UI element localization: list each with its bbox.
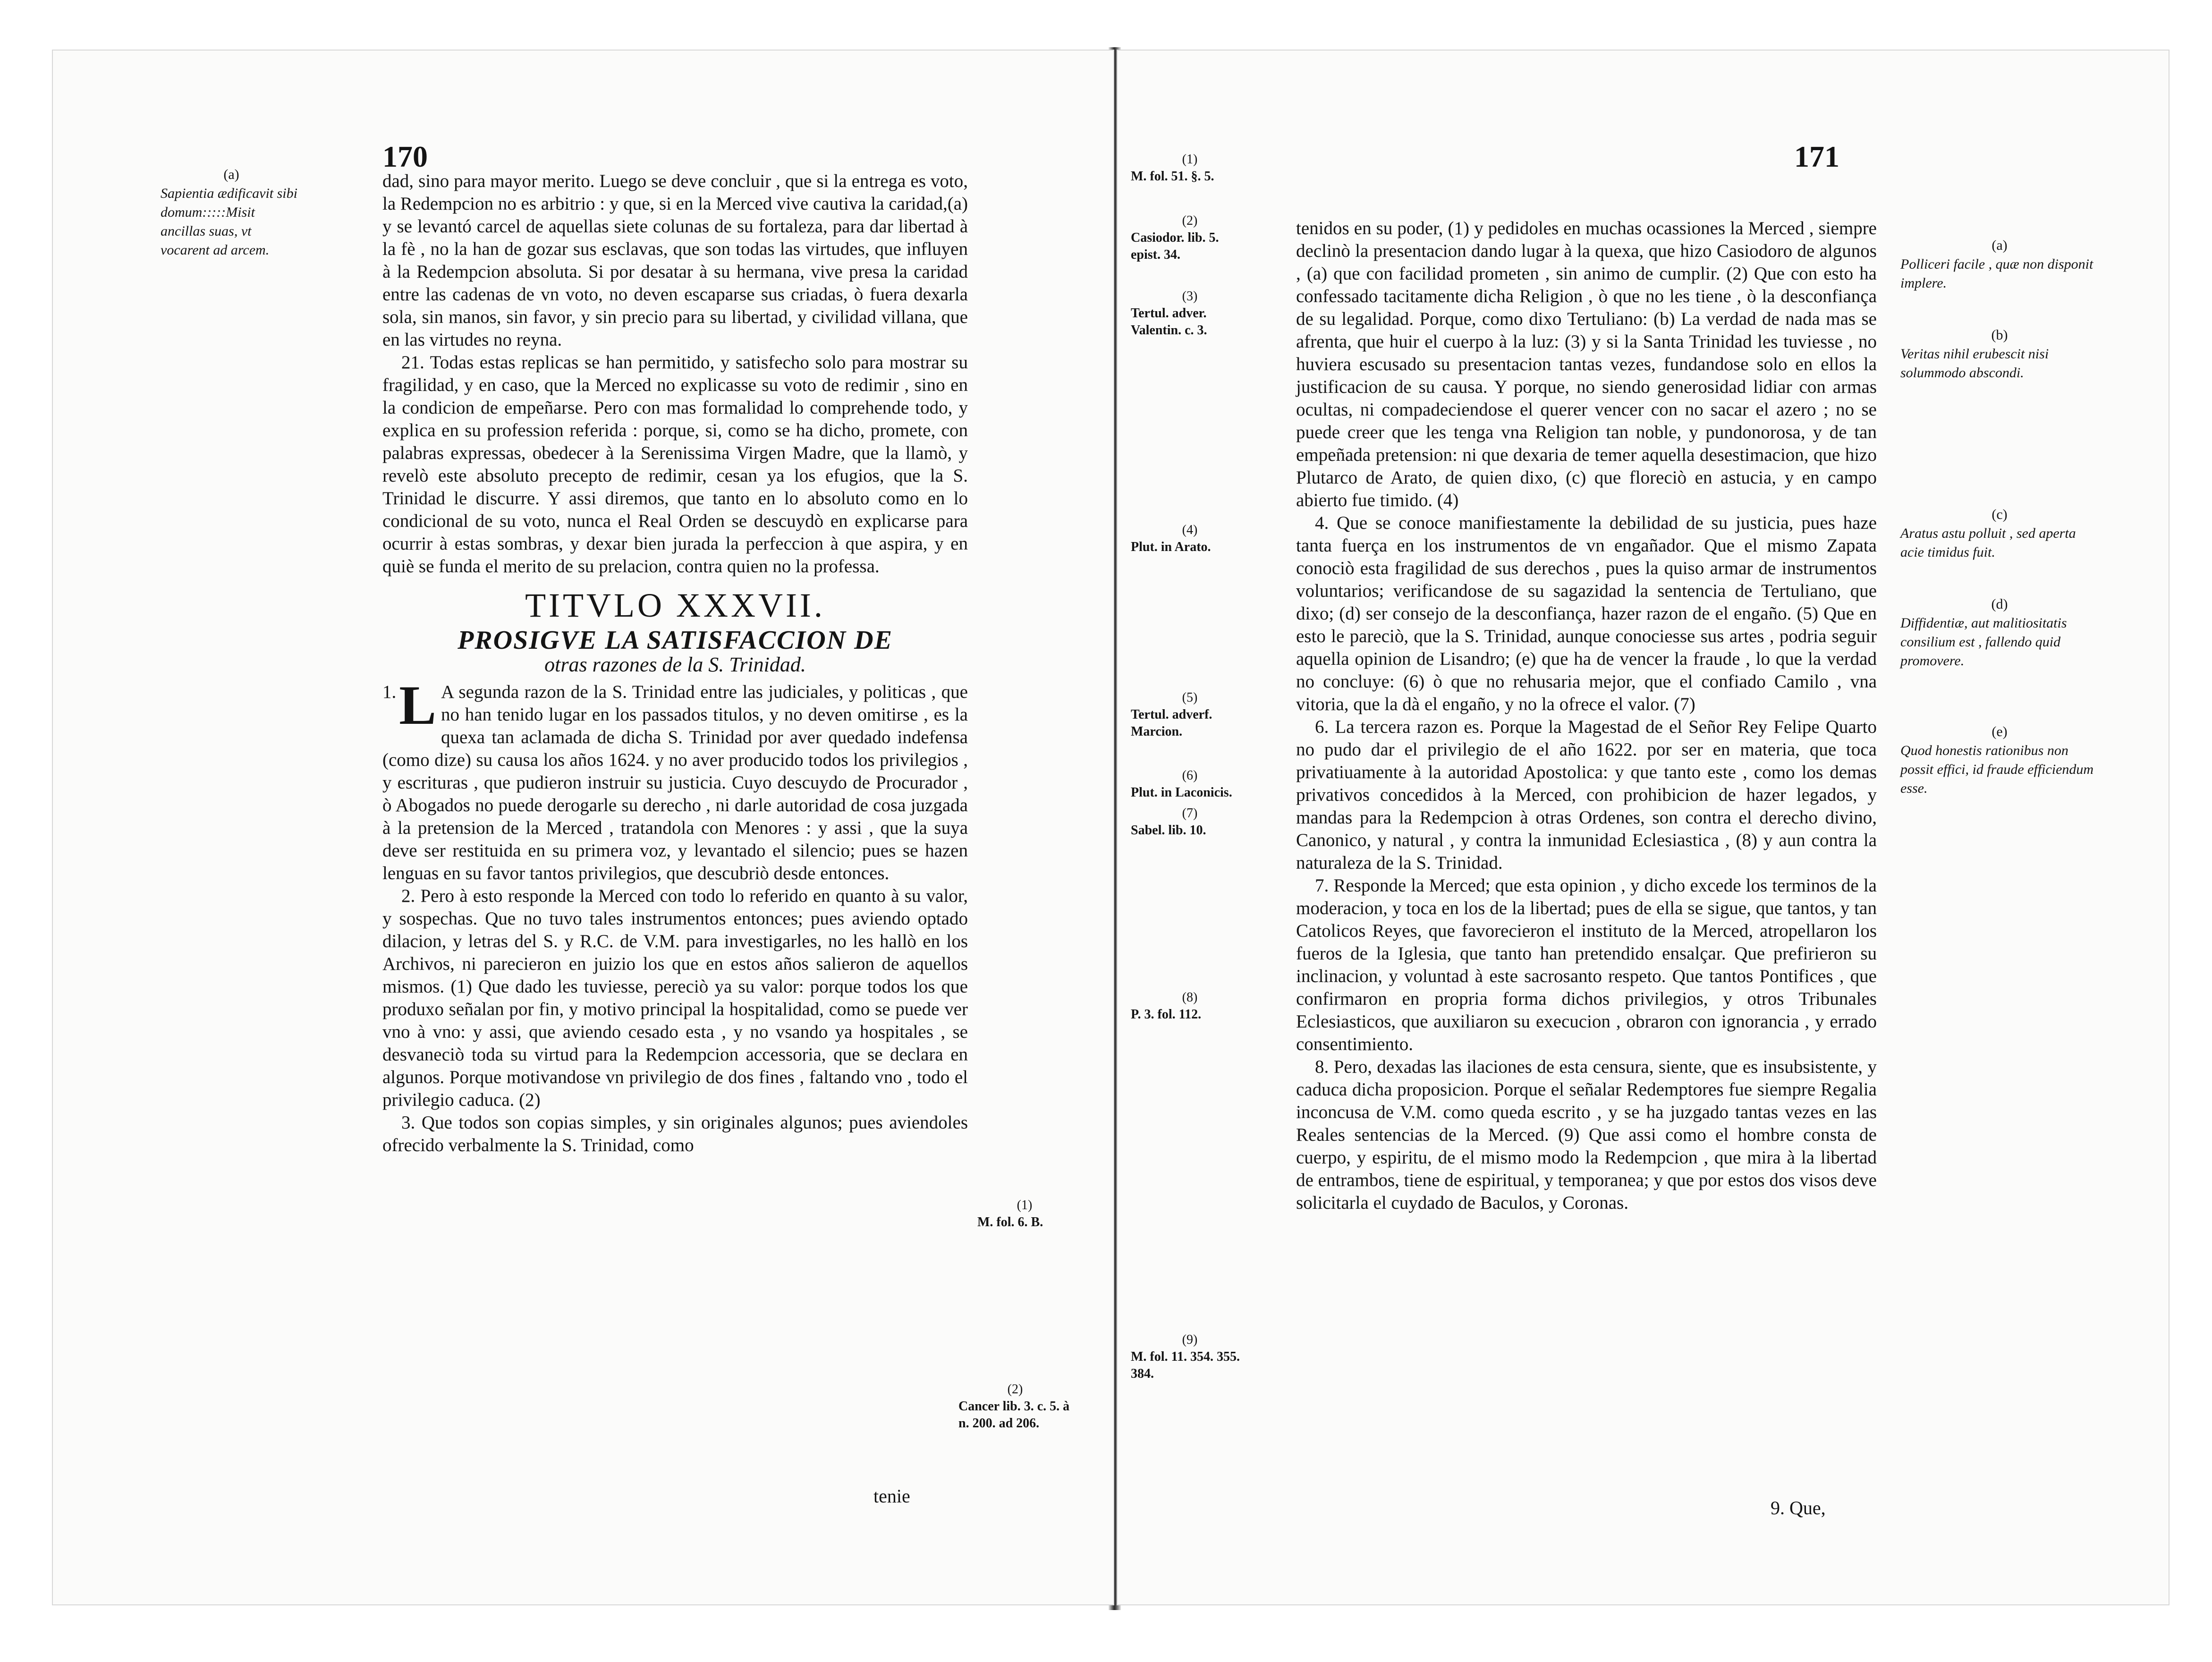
chapter-subtitle-2: otras razones de la S. Trinidad. <box>544 653 806 676</box>
paragraph: 6. La tercera razon es. Porque la Magestad de el Señor Rey Felipe Quarto no pudo dar el privilegio de el año 1622. por ser en materia, que toca privatiuamente à la autoridad Apostolica: y que tanto este , como los demas privativos concedidos à la Merced, con prohibicion de hazer legados, y mandas para la Redempcion à otras Ordenes, son contra el derecho divino, Canonico, y natural , y contra la inmunidad Eclesiastica , (8) y aun contra la naturaleza de la S. Trinidad. <box>1296 717 1877 873</box>
note-marker: (c) <box>1992 507 2008 522</box>
citation-marker: (3) <box>1182 289 1198 304</box>
citation-text: M. fol. 51. §. 5. <box>1131 169 1214 184</box>
paragraph: tenidos en su poder, (1) y pedidoles en muchas ocassiones la Merced , siempre declinò la presentacion dando lugar à la quexa, que hizo Casiodoro de algunos , (a) que con facilidad prometen , sin animo de cumplir. (2) Que con esto ha confessado tacitamente dicha Religion , ò que no les tiene , ò la desconfiança de su legalidad. Porque, como dixo Tertuliano: (b) La verdad de nada mas se afrenta, que huir el cuerpo à la luz: (3) y si la Santa Trinidad les tuviesse , no huviera escusado su presentacion tantas vezes, fundandose solo en ellos la justificacion de su causa. Y porque, no siendo generosidad lidiar con armas ocultas, ni compadeciendose el querer vencer con no sacar el azero ; no se puede creer que les tenga vna Religion tan noble, y pundonorosa, y de tan empeñada pretension: ni que dexaria de temer aquella desestimacion, que hizo Plutarco de Arato, de quien dixo, (c) que floreciò en astucia, y en campo abierto fue timido. (4) <box>1296 218 1877 510</box>
citation-text: Casiodor. lib. 5. epist. 34. <box>1131 230 1219 262</box>
note-text: Quod honestis rationibus non possit effici, id fraude efficiendum esse. <box>1900 743 2094 796</box>
citation-marker: (2) <box>1007 1382 1023 1397</box>
note-marker: (a) <box>1992 237 2008 253</box>
paragraph: 3. Que todos son copias simples, y sin originales algunos; pues aviendoles ofrecido verbalmente la S. Trinidad, como <box>382 1112 968 1155</box>
note-text: Polliceri facile , quæ non disponit implere. <box>1900 256 2093 291</box>
margin-note-a <box>161 165 302 260</box>
citation-text: Plut. in Arato. <box>1131 540 1211 554</box>
show-through-text <box>992 182 1110 1504</box>
paragraph-1 <box>382 674 968 885</box>
citation-text: Plut. in Laconicis. <box>1131 785 1232 800</box>
citation-marker: (1) <box>1017 1198 1033 1213</box>
citation-2 <box>1131 212 1249 263</box>
citation-marker: (9) <box>1182 1332 1198 1347</box>
paragraph: 21. Todas estas replicas se han permitido, y satisfecho solo para mostrar su fragilidad, y en caso, que la Merced no explicasse su voto de redimir , sino en la condicion de empeñarse. Pero con mas formalidad lo comprehende todo, y explica en su profession referida : porque, si, como se ha dicho, promete, con palabras expressas, obedecer à la Serenissima Virgen Madre, que la llamò, y revelò este absoluto precepto de redimir, cesan ya los efugios, que la S. Trinidad le discurre. Y assi diremos, que tanto en lo absoluto como en lo condicional de su voto, nunca el Real Orden se descuydò en explicarse para ocurrir à estas sombras, y dexar bien jurada la perfeccion à que aspira, y en quiè se funda el merito de su prelacion, contra quien no la professa. <box>382 352 968 577</box>
note-marker: (d) <box>1991 596 2008 612</box>
margin-note-a <box>1900 236 2099 293</box>
citation-1 <box>977 1197 1072 1231</box>
right-main-text <box>1296 217 1877 1214</box>
note-text: Diffidentiæ, aut malitiositatis consilium est , fallendo quid promovere. <box>1900 615 2067 669</box>
paragraph: 8. Pero, dexadas las ilaciones de esta censura, siente, que es insubsistente, y caduca dicha proposicion. Porque el señalar Redemptores fue siempre Regalia inconcusa de V.M. como queda escrito , y se ha juzgado tantas vezes en las Reales sentencias de la Merced. (9) Que assi como el hombre consta de cuerpo, y espiritu, de el mismo modo la Redempcion , que mira à la libertad de entrambos, tiene de espiritual, y temporanea; y que por estos dos visos deve solicitarla el cuydado de Baculos, y Coronas. <box>1296 1057 1877 1213</box>
citation-marker: (4) <box>1182 523 1198 537</box>
citation-3 <box>1131 288 1249 339</box>
citation-1 <box>1131 151 1249 185</box>
citation-9 <box>1131 1331 1249 1382</box>
margin-note-b <box>1900 326 2099 382</box>
paragraph: 7. Responde la Merced; que esta opinion , y dicho excede los terminos de la moderacion, y toca en los de la libertad; pues de ella se sigue, que tantos, y tan Catolicos Reyes, que favorecieron el instituto de la Merced, atropellaron los fueros de la Iglesia, que tanto han pretendido ensalçar. Que prefirieron su inclinacion, y voluntad à este sacrosanto respeto. Que tantos Pontifices , que confirmaron en propria forma dichos privilegios, y otros Tribunales Eclesiasticos, que auxiliaron su execucion , obraron con ignorancia , y errado consentimiento. <box>1296 875 1877 1054</box>
citation-text: M. fol. 6. B. <box>977 1215 1043 1230</box>
note-text: Sapientia ædificavit sibi domum:::::Misit ancillas suas, vt vocarent ad arcem. <box>161 186 297 258</box>
page-number: 171 <box>1794 140 1839 173</box>
margin-note-c <box>1900 505 2099 562</box>
margin-note-e <box>1900 722 2099 798</box>
paragraph: dad, sino para mayor merito. Luego se deve concluir , que si la entrega es voto, la Redempcion no es arbitrio : y que, si en la Merced vive cautiva la caridad,(a) y se levantó carcel de aquellas siete colunas de su fortaleza, para dar libertad à la fè , no la han de gozar sus esclavas, que son todas las virtudes, que influyen à la Redempcion absoluta. Si por desatar à su hermana, vive presa la caridad entre las cadenas de vn voto, no deven escaparse sus criadas, ò fuera dexarla sola, sin manos, sin favor, y sin precio para su libertad, y civilidad villana, que en las virtudes no reyna. <box>382 171 968 350</box>
citation-marker: (5) <box>1182 690 1198 705</box>
citation-7 <box>1131 805 1249 839</box>
paragraph-text: A segunda razon de la S. Trinidad entre las judiciales, y politicas , que no han tenido lugar en los passados titulos, y no deven omitirse , es la quexa tan aclamada de dicha S. Trinidad por aver quedado indefensa (como dize) su causa los años 1624. y no aver producido todos los privilegios , y escrituras , que pudieron instruir su justicia. Cuyo descuydo de Procurador , ò Abogados no puede derogarle su derecho , ni darle autoridad de cosa juzgada à la pretension de la Merced , tratandola con Menores : y assi , que la suya deve ser restituida en su primera voz, y levantado el silencio; pues se hazen lenguas en su favor tantos privilegios, que descubriò desde entonces. <box>382 682 968 883</box>
citation-6 <box>1131 767 1249 801</box>
left-page <box>52 50 1114 1605</box>
note-text: Veritas nihil erubescit nisi solummodo abscondi. <box>1900 346 2049 381</box>
citation-text: Cancer lib. 3. c. 5. à n. 200. ad 206. <box>958 1399 1070 1431</box>
drop-cap: L <box>399 674 436 736</box>
left-main-text <box>382 170 968 1157</box>
citation-text: Tertul. adverf. Marcion. <box>1131 707 1212 739</box>
citation-text: Tertul. adver. Valentin. c. 3. <box>1131 306 1207 338</box>
citation-marker: (1) <box>1182 152 1198 167</box>
chapter-title: TITVLO XXXVII. <box>525 586 825 624</box>
citation-marker: (7) <box>1182 806 1198 821</box>
citation-5 <box>1131 689 1249 740</box>
paragraph: 4. Que se conoce manifiestamente la debilidad de su justicia, pues haze tanta fuerça en los instrumentos de vn engañador. Que el mismo Zapata conociò esta fragilidad de sus derechos , pues la quiso armar de instrumentos voluntarios; verificandose de su sagazidad la sentencia de Tertuliano, que dixo; (d) ser consejo de la desconfiança, hazer razon de el engaño. (5) Que en esto le pareciò, que la S. Trinidad, aunque conociesse sus artes , podria seguir aquella opinion de Lisandro; (e) que ha de vencer la fraude , lo que la verdad no concluye: (6) ò que no rehusaria mejor, que el confiado Camilo , vna vitoria, que la dà el engaño, y no la ofrece el valor. (7) <box>1296 513 1877 714</box>
catchword: 9. Que, <box>1771 1497 1826 1518</box>
margin-note-d <box>1900 595 2099 670</box>
chapter-heading <box>382 586 968 676</box>
page-number: 170 <box>382 140 428 173</box>
citation-4 <box>1131 522 1249 556</box>
note-marker: (b) <box>1991 327 2008 343</box>
paragraph: 2. Pero à esto responde la Merced con todo lo referido en quanto à su valor, y sospechas. Que no tuvo tales instrumentos entonces; pues aviendo optado dilacion, y letras del S. y R.C. de V.M. para investigarles, no les hallò en los Archivos, ni parecieron en juizio los que en estos años salieron de aquellos mismos. (1) Que dado les tuviesse, pereciò ya su valor: porque todos los que produxo señalan por fin, y motivo principal la hospitalidad, como se puede ver vno à vno: y assi, que aviendo cesado esta , y no vsando ya hospitales , se desvaneciò toda su virtud para la Redempcion accessoria, que se declara en algunos. Porque motivandose vn privilegio de dos fines , faltando vno , todo el privilegio caduca. (2) <box>382 886 968 1110</box>
note-text: Aratus astu polluit , sed aperta acie timidus fuit. <box>1900 526 2076 560</box>
note-marker: (e) <box>1992 724 2008 739</box>
citation-text: M. fol. 11. 354. 355. 384. <box>1131 1349 1240 1381</box>
citation-marker: (8) <box>1182 990 1198 1005</box>
right-page <box>1117 50 2170 1605</box>
paragraph-number: 1. <box>382 682 397 702</box>
citation-text: Sabel. lib. 10. <box>1131 823 1206 838</box>
note-marker: (a) <box>223 167 239 182</box>
catchword: tenie <box>873 1485 910 1507</box>
citation-8 <box>1131 989 1249 1023</box>
chapter-subtitle: PROSIGVE LA SATISFACCION DE <box>458 626 893 655</box>
citation-2 <box>958 1381 1072 1432</box>
citation-marker: (6) <box>1182 768 1198 783</box>
citation-text: P. 3. fol. 112. <box>1131 1007 1202 1022</box>
citation-marker: (2) <box>1182 213 1198 228</box>
